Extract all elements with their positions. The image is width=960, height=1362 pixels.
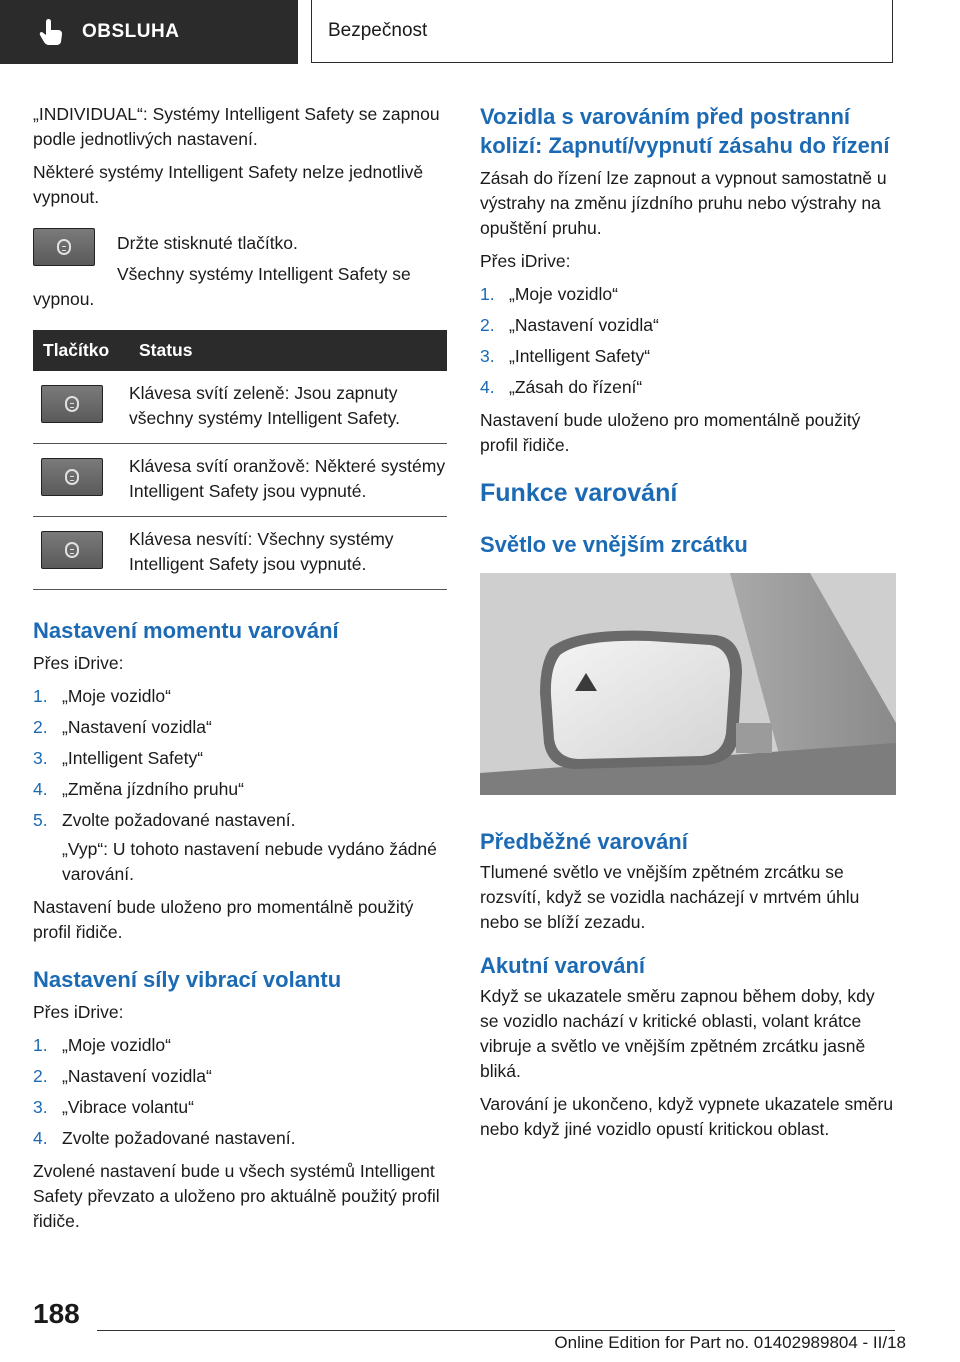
list-item: 5. Zvolte požadované nastavení.: [33, 810, 296, 830]
left-column: [33, 102, 447, 1242]
table-row: [33, 444, 447, 517]
list-item: 1. „Moje vozidlo“: [33, 686, 171, 706]
paragraph: Přes iDrive:: [480, 251, 571, 271]
list-item: 1. „Moje vozidlo“: [33, 1035, 171, 1055]
button-off-icon: [41, 531, 103, 569]
side-mirror-illustration: [480, 573, 896, 795]
steps-list: [480, 282, 896, 400]
table-header: Tlačítko: [33, 330, 129, 371]
section-title: OBSLUHA: [82, 21, 180, 42]
right-column: [480, 102, 896, 1150]
paragraph: Nastavení bude uloženo pro momentálně použitý profil řidiče.: [33, 897, 414, 942]
list-item: 4. Zvolte požadované nastavení.: [33, 1128, 296, 1148]
button-instruction: [33, 228, 447, 266]
steps-list: [33, 684, 447, 833]
footer-divider: [97, 1330, 895, 1331]
paragraph: Zásah do řízení lze zapnout a vypnout samostatně u výstrahy na změnu jízdního pruhu nebo výstrahy na opuštění pruhu.: [480, 168, 887, 238]
section-heading: Nastavení síly vibrací volantu: [33, 967, 342, 992]
paragraph: Všechny systémy Intelligent Safety se vypnou.: [33, 264, 411, 309]
list-item: 1. „Moje vozidlo“: [480, 284, 618, 304]
table-row: [33, 517, 447, 590]
intelligent-safety-button-icon: [33, 228, 95, 266]
table-header: Status: [129, 330, 447, 371]
list-item: 4. „Změna jízdního pruhu“: [33, 779, 244, 799]
edition-note: Online Edition for Part no. 01402989804 - II/18: [554, 1333, 906, 1352]
paragraph: Některé systémy Intelligent Safety nelze jednotlivě vypnout.: [33, 162, 424, 207]
steps-list: [33, 1033, 447, 1151]
paragraph: Zvolené nastavení bude u všech systémů Intelligent Safety převzato a uloženo pro aktuálně použitý profil řidiče.: [33, 1161, 440, 1231]
paragraph: Nastavení bude uloženo pro momentálně použitý profil řidiče.: [480, 410, 861, 455]
breadcrumb-label: Bezpečnost: [328, 20, 428, 41]
paragraph: „INDIVIDUAL“: Systémy Intelligent Safety se zapnou podle jednotlivých nastavení.: [33, 104, 440, 149]
paragraph: Když se ukazatele směru zapnou během doby, kdy se vozidlo nachází v kritické oblasti, volant krátce vibruje a světlo ve vnějším zpětném zrcátku jasně bliká.: [480, 986, 875, 1081]
list-item: 3. „Intelligent Safety“: [33, 748, 204, 768]
mirror-image: [480, 573, 896, 795]
list-item: 2. „Nastavení vozidla“: [480, 315, 659, 335]
list-item: 2. „Nastavení vozidla“: [33, 717, 212, 737]
list-item: 3. „Vibrace volantu“: [33, 1097, 194, 1117]
breadcrumb: [311, 0, 893, 63]
section-heading: Akutní varování: [480, 953, 646, 978]
paragraph: Držte stisknuté tlačítko.: [117, 233, 298, 253]
table-row: [33, 371, 447, 444]
paragraph: „Vyp“: U tohoto nastavení nebude vydáno žádné varování.: [62, 839, 437, 884]
table-cell: Klávesa svítí zeleně: Jsou zapnuty všechny systémy Intelligent Safety.: [129, 371, 447, 444]
section-tab: [0, 0, 298, 64]
section-heading: Světlo ve vnějším zrcátku: [480, 532, 748, 557]
paragraph: Přes iDrive:: [33, 653, 124, 673]
paragraph: Přes iDrive:: [33, 1002, 124, 1022]
table-cell: Klávesa nesvítí: Všechny systémy Intelligent Safety jsou vypnuté.: [129, 517, 447, 590]
paragraph: Varování je ukončeno, když vypnete ukazatele směru nebo když jiné vozidlo opustí kritickou oblast.: [480, 1094, 894, 1139]
status-table: [33, 330, 447, 590]
section-heading: Nastavení momentu varování: [33, 618, 339, 643]
button-orange-icon: [41, 458, 103, 496]
button-green-icon: [41, 385, 103, 423]
list-item: 3. „Intelligent Safety“: [480, 346, 651, 366]
paragraph: Tlumené světlo ve vnějším zpětném zrcátku se rozsvítí, když se vozidla nacházejí v mrtvém úhlu nebo se blíží zezadu.: [480, 862, 860, 932]
section-heading: Předběžné varování: [480, 829, 688, 854]
section-heading: Vozidla s varováním před postranní kolizí: Zapnutí/vypnutí zásahu do řízení: [480, 104, 890, 158]
list-item: 2. „Nastavení vozidla“: [33, 1066, 212, 1086]
chapter-heading: Funkce varování: [480, 479, 678, 507]
hand-icon: [38, 18, 64, 46]
page-number: 188: [33, 1298, 80, 1329]
table-cell: Klávesa svítí oranžově: Některé systémy Intelligent Safety jsou vypnuté.: [129, 444, 447, 517]
list-item: 4. „Zásah do řízení“: [480, 377, 643, 397]
